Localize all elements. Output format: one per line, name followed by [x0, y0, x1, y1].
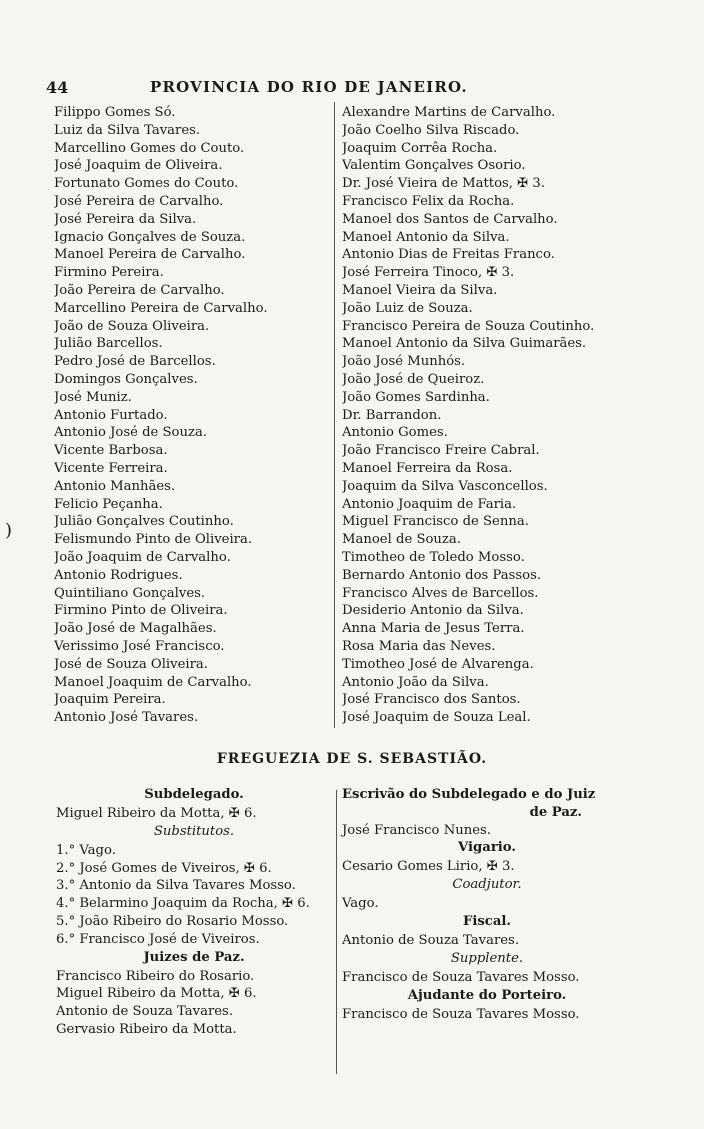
- juiz-line: Miguel Ribeiro da Motta, ✠ 6.: [56, 986, 257, 1002]
- name-entry: Manoel Joaquim de Carvalho.: [54, 674, 252, 690]
- name-entry: João Francisco Freire Cabral.: [342, 443, 540, 459]
- name-entry: Antonio José de Souza.: [54, 425, 207, 441]
- name-entry: Francisco Felix da Rocha.: [342, 193, 515, 209]
- name-entry: Quintiliano Gonçalves.: [54, 585, 206, 601]
- vigario-name: Cesario Gomes Lirio, ✠ 3.: [342, 859, 515, 875]
- substitutos-heading: Substitutos.: [153, 823, 235, 839]
- name-entry: Timotheo de Toledo Mosso.: [342, 549, 525, 565]
- name-entry: Manoel dos Santos de Carvalho.: [342, 211, 558, 227]
- name-entry: Antonio José Tavares.: [54, 710, 199, 726]
- name-entry: João Joaquim de Carvalho.: [54, 549, 231, 565]
- name-entry: Domingos Gonçalves.: [54, 371, 198, 387]
- name-entry: Joaquim Corrêa Rocha.: [342, 140, 498, 156]
- name-entry: Felismundo Pinto de Oliveira.: [54, 532, 253, 548]
- name-entry: José Ferreira Tinoco, ✠ 3.: [342, 265, 515, 281]
- fiscal-name: Antonio de Souza Tavares.: [342, 932, 520, 948]
- subdelegado-name: Miguel Ribeiro da Motta, ✠ 6.: [56, 806, 257, 821]
- name-entry: Marcellino Pereira de Carvalho.: [54, 300, 268, 316]
- ajudante-name: Francisco de Souza Tavares Mosso.: [342, 1006, 580, 1022]
- name-entry: Firmino Pereira.: [54, 265, 164, 281]
- name-entry: Joaquim Pereira.: [54, 692, 166, 708]
- name-entry: Ignacio Gonçalves de Souza.: [54, 229, 246, 245]
- name-entry: Manoel Pereira de Carvalho.: [54, 247, 246, 263]
- substituto-line: 4.° Belarmino Joaquim da Rocha, ✠ 6.: [56, 896, 310, 912]
- name-entry: Filippo Gomes Só.: [54, 105, 176, 120]
- names-column-left: [54, 104, 334, 727]
- bracket-mark: ): [5, 520, 13, 541]
- page-number: 44: [46, 78, 69, 97]
- name-entry: José Pereira da Silva.: [54, 211, 197, 227]
- juiz-line: Gervasio Ribeiro da Motta.: [56, 1021, 237, 1037]
- escrivao-heading-cont: de Paz.: [529, 804, 582, 820]
- name-entry: Manoel Ferreira da Rosa.: [342, 460, 513, 476]
- name-entry: Manoel Antonio da Silva Guimarães.: [342, 336, 587, 352]
- column-divider: [334, 102, 335, 728]
- name-entry: João José de Magalhães.: [54, 621, 217, 637]
- name-entry: Felicio Peçanha.: [54, 496, 163, 512]
- name-entry: João de Souza Oliveira.: [54, 318, 210, 334]
- name-entry: Firmino Pinto de Oliveira.: [54, 603, 228, 619]
- substituto-line: 5.° João Ribeiro do Rosario Mosso.: [56, 913, 289, 929]
- name-entry: José Pereira de Carvalho.: [54, 193, 224, 209]
- section-title: FREGUEZIA DE S. SEBASTIÃO.: [216, 751, 488, 767]
- name-entry: José Francisco dos Santos.: [342, 692, 521, 708]
- substituto-line: 2.° José Gomes de Viveiros, ✠ 6.: [56, 860, 272, 876]
- name-entry: Joaquim da Silva Vasconcellos.: [342, 478, 548, 494]
- name-entry: Valentim Gonçalves Osorio.: [342, 158, 526, 174]
- name-entry: Vicente Ferreira.: [54, 460, 168, 476]
- substituto-line: 6.° Francisco José de Viveiros.: [56, 931, 260, 947]
- juiz-line: Antonio de Souza Tavares.: [56, 1004, 234, 1020]
- name-entry: Francisco Alves de Barcellos.: [342, 585, 539, 601]
- officials-column-left: [56, 786, 332, 1039]
- name-entry: João Coelho Silva Riscado.: [342, 122, 520, 138]
- name-entry: João Luiz de Souza.: [342, 300, 473, 316]
- running-title: PROVINCIA DO RIO DE JANEIRO.: [150, 78, 468, 96]
- juizes-heading: Juizes de Paz.: [143, 949, 245, 965]
- name-entry: Timotheo José de Alvarenga.: [342, 656, 534, 672]
- name-entry: Julião Barcellos.: [54, 336, 163, 352]
- names-column-right: [342, 104, 672, 727]
- name-entry: Manoel Antonio da Silva.: [342, 229, 510, 245]
- name-entry: Dr. Barrandon.: [342, 407, 442, 423]
- column-divider: [336, 790, 337, 1074]
- escrivao-name: José Francisco Nunes.: [342, 822, 491, 838]
- name-entry: João Gomes Sardinha.: [342, 389, 490, 405]
- name-entry: Vicente Barbosa.: [54, 443, 168, 459]
- supplente-name: Francisco de Souza Tavares Mosso.: [342, 969, 580, 985]
- name-entry: Luiz da Silva Tavares.: [54, 122, 201, 138]
- name-entry: Bernardo Antonio dos Passos.: [342, 567, 542, 583]
- subdelegado-heading: Subdelegado.: [144, 787, 244, 802]
- name-entry: João Pereira de Carvalho.: [54, 282, 225, 298]
- name-entry: João José Munhós.: [342, 354, 466, 370]
- name-entry: José Joaquim de Oliveira.: [54, 158, 223, 174]
- name-entry: Anna Maria de Jesus Terra.: [342, 621, 525, 637]
- name-entry: Alexandre Martins de Carvalho.: [342, 105, 556, 120]
- name-entry: Antonio Gomes.: [342, 425, 448, 441]
- juiz-line: Francisco Ribeiro do Rosario.: [56, 968, 255, 984]
- name-entry: João José de Queiroz.: [342, 371, 485, 387]
- officials-column-right: [342, 786, 632, 1023]
- name-entry: Miguel Francisco de Senna.: [342, 514, 529, 530]
- name-entry: Antonio Manhães.: [54, 478, 176, 494]
- name-entry: José Joaquim de Souza Leal.: [342, 710, 531, 726]
- name-entry: Verissimo José Francisco.: [54, 638, 225, 654]
- name-entry: Rosa Maria das Neves.: [342, 638, 496, 654]
- name-entry: Pedro José de Barcellos.: [54, 354, 216, 370]
- name-entry: Antonio João da Silva.: [342, 674, 489, 690]
- substituto-line: 3.° Antonio da Silva Tavares Mosso.: [56, 878, 296, 894]
- name-entry: José de Souza Oliveira.: [54, 656, 208, 672]
- name-entry: Manoel de Souza.: [342, 532, 461, 548]
- name-entry: Antonio Dias de Freitas Franco.: [342, 247, 555, 263]
- name-entry: Francisco Pereira de Souza Coutinho.: [342, 318, 595, 334]
- name-entry: Fortunato Gomes do Couto.: [54, 176, 239, 192]
- coadjutor-name: Vago.: [342, 896, 379, 912]
- ajudante-heading: Ajudante do Porteiro.: [407, 987, 567, 1003]
- escrivao-heading: Escrivão do Subdelegado e do Juiz: [342, 787, 596, 802]
- name-entry: Antonio Furtado.: [54, 407, 168, 423]
- page-header: [46, 78, 646, 98]
- fiscal-heading: Fiscal.: [463, 913, 511, 929]
- name-entry: Desiderio Antonio da Silva.: [342, 603, 524, 619]
- substituto-line: 1.° Vago.: [56, 842, 116, 858]
- supplente-heading: Supplente.: [450, 950, 524, 966]
- name-entry: Julião Gonçalves Coutinho.: [54, 514, 234, 530]
- name-entry: Antonio Rodrigues.: [54, 567, 183, 583]
- name-entry: Dr. José Vieira de Mattos, ✠ 3.: [342, 176, 546, 192]
- vigario-heading: Vigario.: [458, 840, 516, 856]
- coadjutor-heading: Coadjutor.: [452, 877, 522, 893]
- name-entry: Manoel Vieira da Silva.: [342, 282, 498, 298]
- name-entry: Antonio Joaquim de Faria.: [342, 496, 517, 512]
- name-entry: José Muniz.: [54, 389, 132, 405]
- name-entry: Marcellino Gomes do Couto.: [54, 140, 245, 156]
